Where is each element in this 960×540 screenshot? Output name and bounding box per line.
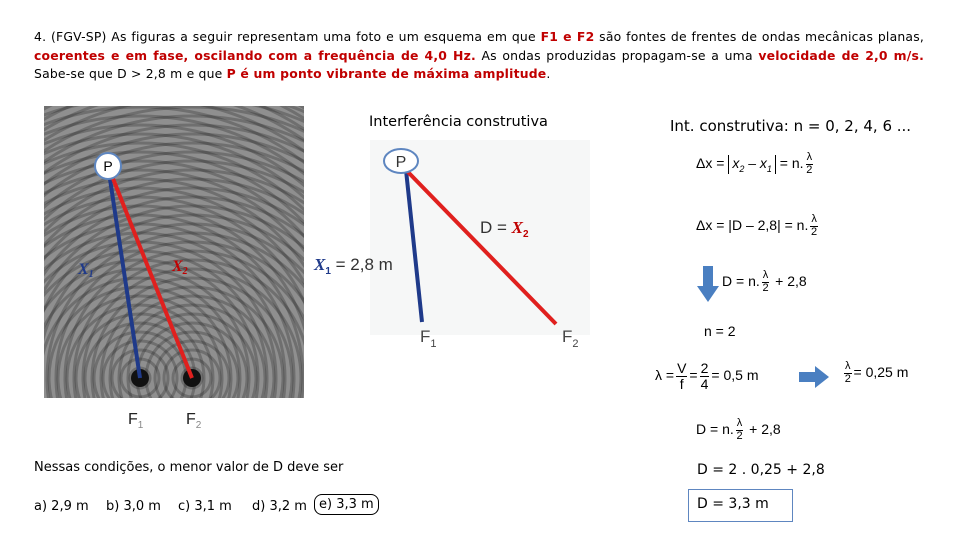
question-text: Nessas condições, o menor valor de D deve ser: [34, 460, 344, 475]
eq-text: Δx = |D – 2,8| = n.: [696, 216, 809, 233]
f2-label: $F_2$: [562, 327, 579, 350]
option-e[interactable]: e) 3,3 m: [314, 494, 379, 515]
equation-substitution: D = 2 . 0,25 + 2,8: [697, 462, 825, 478]
f2-label: $F_2$: [186, 411, 202, 428]
eq-text: + 2,8: [745, 420, 781, 437]
intro-highlight: coerentes e em fase, oscilando com a frequência de 4,0 Hz.: [34, 47, 476, 63]
equation-path-difference: [696, 152, 815, 176]
eq-text: D = n.: [696, 420, 734, 437]
lambda-over-two: $\frac{\lambda}{2}$: [844, 360, 851, 385]
abs-value: $x_2 - x_1$: [728, 155, 776, 174]
intro-text: Sabe-se que D > 2,8 m e que: [34, 66, 227, 82]
lambda-over-two: $\frac{\lambda}{2}$: [806, 151, 813, 176]
d-label: $D = X_2$: [480, 218, 529, 240]
solution-header: Int. construtiva: n = 0, 2, 4, 6 ...: [670, 117, 912, 135]
equation-wavelength: [655, 361, 759, 391]
intro-text: .: [546, 66, 551, 82]
eq-text: = n.: [775, 154, 804, 171]
lambda-over-two: $\frac{\lambda}{2}$: [762, 269, 769, 294]
two-over-four: $\frac{2}{4}$: [700, 360, 709, 392]
eq-text: λ =: [655, 366, 675, 383]
interference-photo: [44, 106, 304, 428]
x2-label: X2: [172, 258, 188, 277]
f1-label: $F_1$: [128, 411, 144, 428]
arrow-right-icon: [799, 366, 829, 388]
n-value: n = 2: [704, 323, 736, 339]
intro-highlight: P é um ponto vibrante de máxima amplitude: [226, 66, 547, 82]
figure-title: Interferência construtiva: [369, 114, 548, 130]
equation-half-wavelength: [842, 361, 908, 385]
f1-label: $F_1$: [420, 327, 437, 350]
point-p-label: P: [103, 158, 113, 174]
eq-text: = 0,25 m: [853, 363, 909, 380]
x1-value-label: $X_1 = 2,8$ m: [314, 255, 393, 277]
problem-statement: [34, 28, 924, 84]
lambda-over-two: $\frac{\lambda}{2}$: [736, 417, 743, 442]
x1-label: X1: [78, 261, 94, 280]
eq-text: = 0,5 m: [711, 366, 759, 383]
final-answer: D = 3,3 m: [697, 496, 769, 512]
schematic-diagram: [310, 140, 600, 355]
option-b[interactable]: b) 3,0 m: [106, 499, 161, 514]
lambda-over-two: $\frac{\lambda}{2}$: [811, 213, 818, 238]
point-p-label: P: [395, 154, 407, 171]
option-c[interactable]: c) 3,1 m: [178, 499, 232, 514]
arrow-down-icon: [697, 266, 719, 302]
intro-highlight: velocidade de 2,0 m/s.: [758, 47, 924, 63]
intro-text: As ondas produzidas propagam-se a uma: [475, 47, 759, 63]
equation-d-formula: [722, 270, 807, 294]
equation-d-formula-2: [696, 418, 781, 442]
option-a[interactable]: a) 2,9 m: [34, 499, 89, 514]
equation-d-difference: [696, 214, 820, 238]
intro-highlight: F1 e F2: [540, 29, 595, 44]
intro-text: são fontes de frentes de ondas mecânicas planas,: [594, 29, 925, 44]
eq-text: D = n.: [722, 272, 760, 289]
eq-text: Δx =: [696, 154, 729, 171]
intro-text: 4. (FGV-SP) As figuras a seguir representam uma foto e um esquema em que: [34, 29, 541, 44]
eq-text: =: [689, 366, 698, 383]
v-over-f: $\frac{V}{f}$: [677, 360, 687, 392]
option-d[interactable]: d) 3,2 m: [252, 499, 307, 514]
eq-text: + 2,8: [771, 272, 807, 289]
